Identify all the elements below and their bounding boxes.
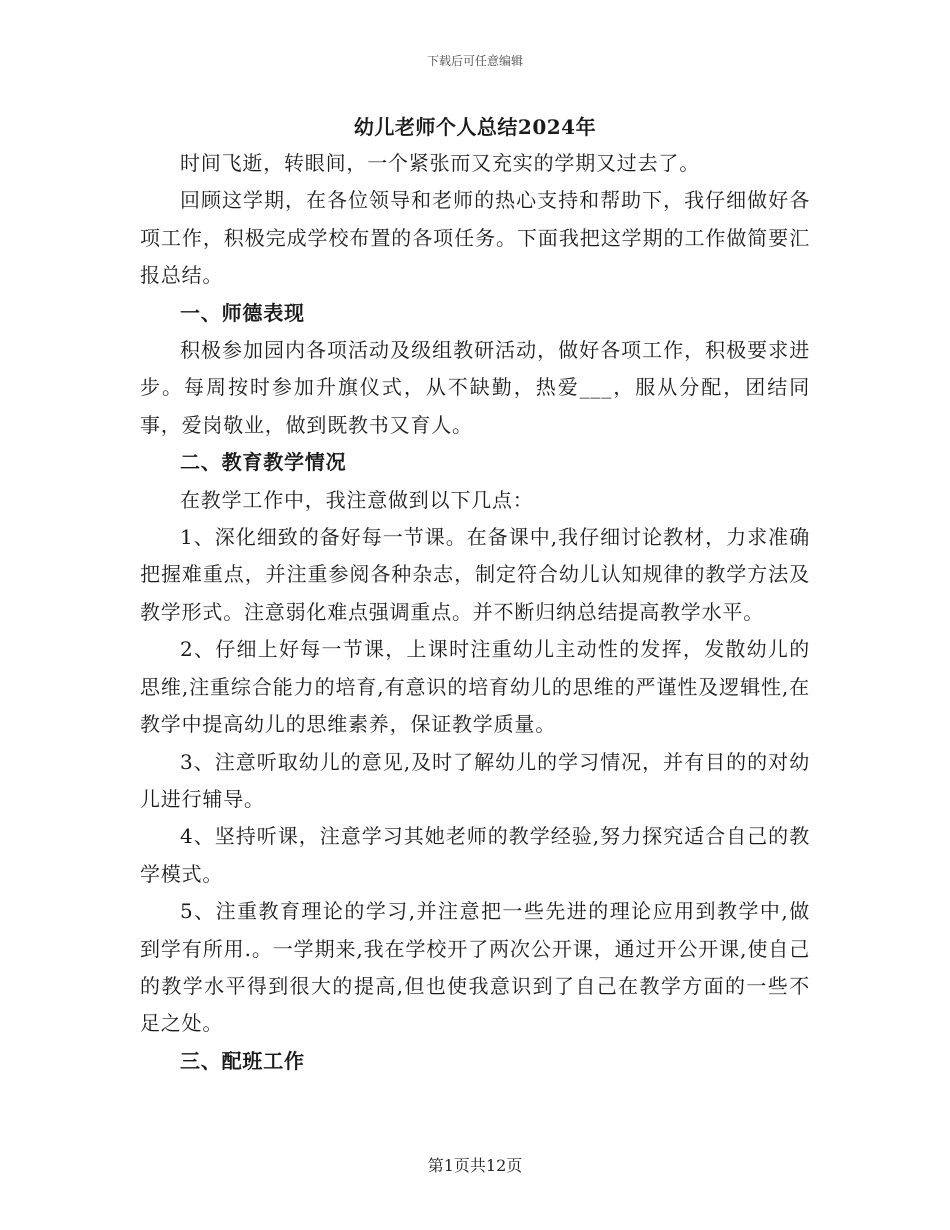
paragraph-point-3: 3、注意听取幼儿的意见,及时了解幼儿的学习情况，并有目的的对幼儿进行辅导。 bbox=[140, 749, 810, 811]
section-heading-ethics: 一、师德表现 bbox=[180, 300, 305, 325]
paragraph-review: 回顾这学期，在各位领导和老师的热心支持和帮助下，我仔细做好各项工作，积极完成学校布置的各项任务。下面我把这学期的工作做简要汇报总结。 bbox=[140, 188, 810, 288]
section-heading-teaching: 二、教育教学情况 bbox=[180, 450, 347, 475]
paragraph-teaching-intro: 在教学工作中，我注意做到以下几点： bbox=[180, 487, 534, 512]
paragraph-point-5: 5、注重教育理论的学习,并注意把一些先进的理论应用到教学中,做到学有所用.。一学期来,我在学校开了两次公开课，通过开公开课,使自己的教学水平得到很大的提高,但也使我意识到了自己在教学方面的一些不足之处。 bbox=[140, 899, 810, 1036]
paragraph-intro: 时间飞逝，转眼间，一个紧张而又充实的学期又过去了。 bbox=[180, 151, 700, 175]
document-title: 幼儿老师个人总结2024年 bbox=[353, 115, 597, 139]
paragraph-point-2: 2、仔细上好每一节课，上课时注重幼儿主动性的发挥，发散幼儿的思维,注重综合能力的培育,有意识的培育幼儿的思维的严谨性及逻辑性,在教学中提高幼儿的思维素养，保证教学质量。 bbox=[140, 637, 810, 737]
paragraph-point-1: 1、深化细致的备好每一节课。在备课中,我仔细讨论教材，力求准确把握难重点，并注重参阅各种杂志，制定符合幼儿认知规律的教学方法及教学形式。注意弱化难点强调重点。并不断归纳总结提高教学水平。 bbox=[140, 525, 810, 624]
paragraph-ethics: 积极参加园内各项活动及级组教研活动，做好各项工作，积极要求进步。每周按时参加升旗仪式，从不缺勤，热爱___，服从分配，团结同事，爱岗敬业，做到既教书又育人。 bbox=[140, 338, 810, 437]
section-heading-class-work: 三、配班工作 bbox=[180, 1048, 305, 1073]
header-note: 下载后可任意编辑 bbox=[426, 54, 523, 68]
document-body bbox=[140, 145, 810, 1080]
page-number: 第1页共12页 bbox=[427, 1156, 523, 1175]
paragraph-point-4: 4、坚持听课，注意学习其她老师的教学经验,努力探究适合自己的教学模式。 bbox=[140, 824, 810, 886]
